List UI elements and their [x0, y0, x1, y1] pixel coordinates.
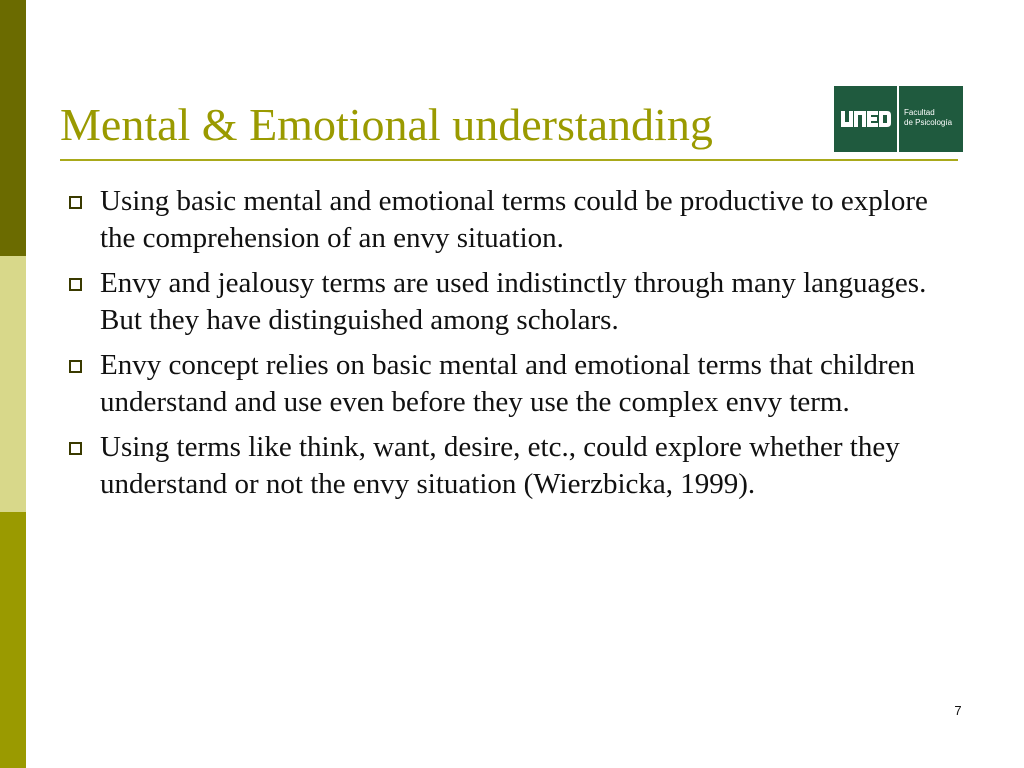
slide-title: Mental & Emotional understanding — [60, 99, 713, 150]
uned-wordmark — [834, 86, 897, 152]
bullet-item — [62, 347, 967, 421]
faculty-line-2: de Psicología — [904, 118, 953, 127]
bullet-list — [62, 183, 967, 511]
faculty-label — [899, 86, 963, 152]
square-bullet-icon — [69, 442, 82, 455]
uned-wordmark-icon — [840, 110, 892, 128]
bullet-text: Envy and jealousy terms are used indistinctly through many languages. But they have distinguished among scholars. — [100, 267, 927, 336]
bullet-item — [62, 429, 967, 503]
sidebar-stripe-bottom — [0, 512, 26, 768]
square-bullet-icon — [69, 196, 82, 209]
uned-logo — [834, 86, 963, 152]
sidebar-stripe-middle — [0, 256, 26, 512]
faculty-line-1: Facultad — [904, 108, 935, 117]
bullet-item — [62, 183, 967, 257]
bullet-item — [62, 265, 967, 339]
title-underline — [60, 159, 958, 161]
square-bullet-icon — [69, 278, 82, 291]
bullet-text: Using basic mental and emotional terms could be productive to explore the comprehension of an envy situation. — [100, 185, 928, 254]
sidebar-stripe-top — [0, 0, 26, 256]
square-bullet-icon — [69, 360, 82, 373]
bullet-text: Envy concept relies on basic mental and emotional terms that children understand and use even before they use the complex envy term. — [100, 349, 915, 418]
page-number: 7 — [954, 703, 962, 718]
bullet-text: Using terms like think, want, desire, etc., could explore whether they understand or not the envy situation (Wierzbicka, 1999). — [100, 431, 900, 500]
